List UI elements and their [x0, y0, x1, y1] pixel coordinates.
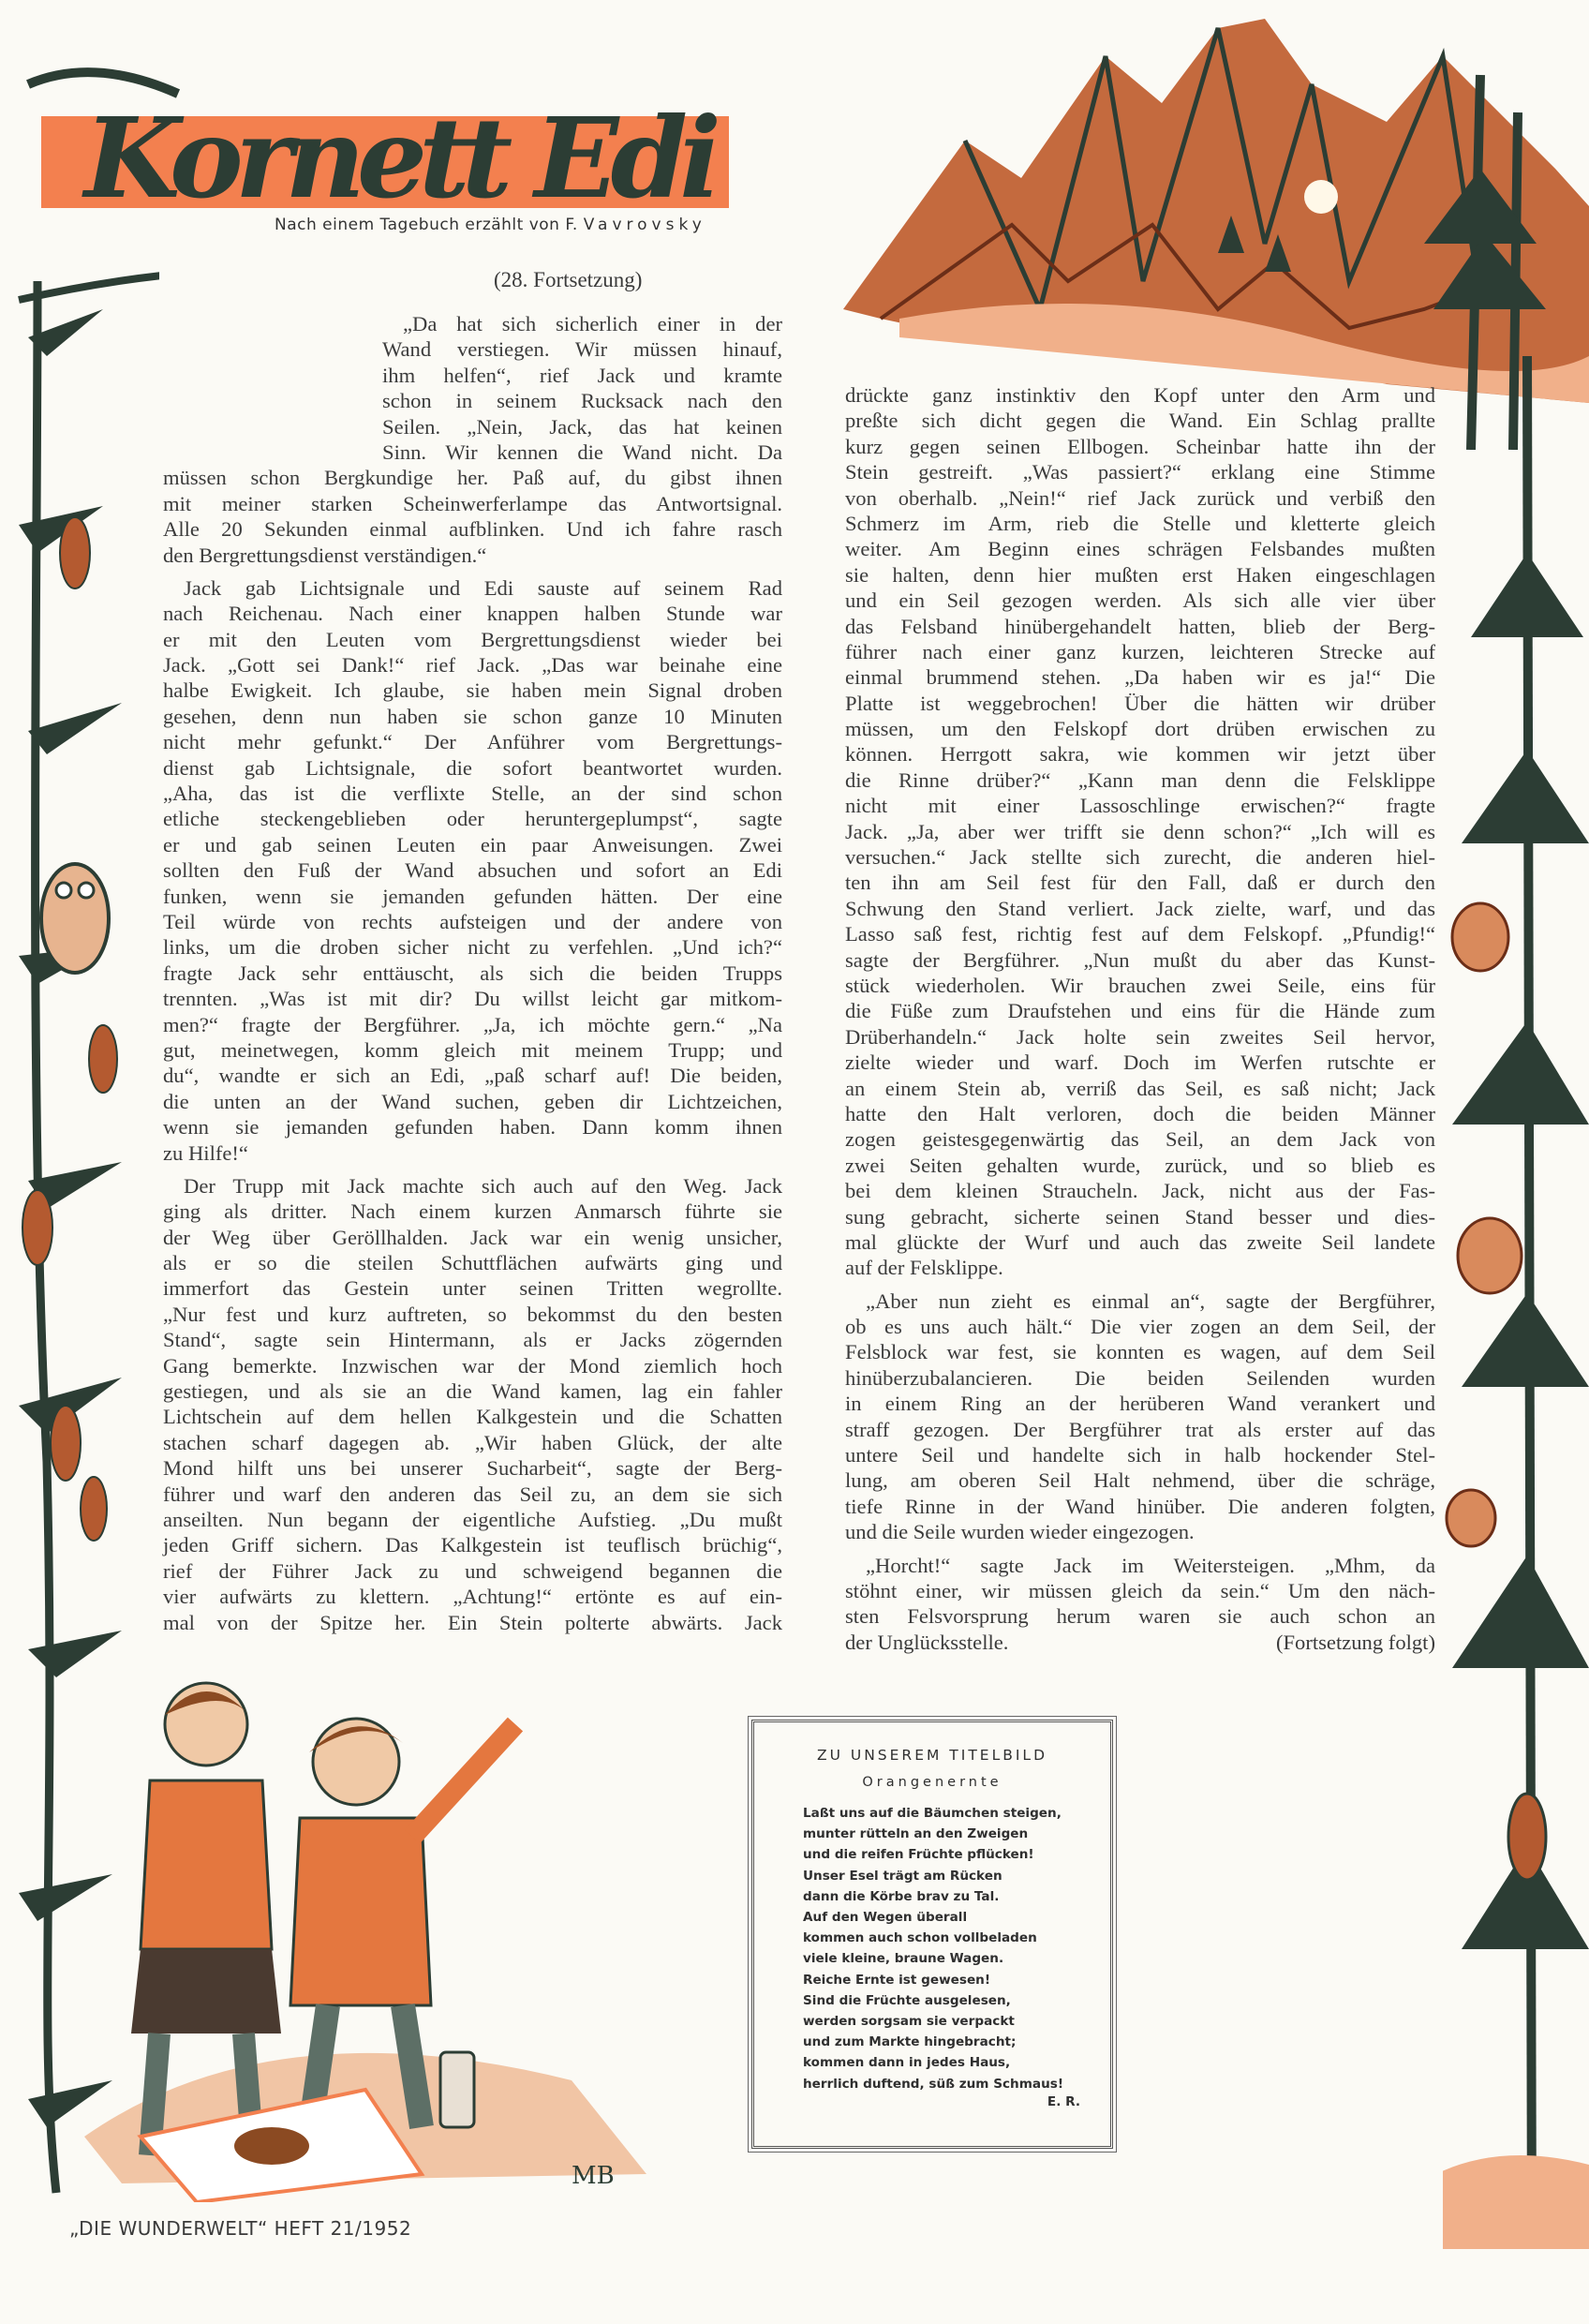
- text-line: „Nur fest und kurz auftreten, so bekommst du den besten: [163, 1302, 782, 1326]
- text-line: zu Hilfe!“: [163, 1140, 248, 1165]
- poem-line: dann die Körbe brav zu Tal.: [803, 1888, 1000, 1904]
- poem-line: kommen auch schon vollbeladen: [803, 1930, 1037, 1946]
- poem-line: und zum Markte hingebracht;: [803, 2034, 1017, 2050]
- paragraph: [163, 575, 782, 1166]
- poem-line: munter rütteln an den Zweigen: [803, 1826, 1029, 1842]
- text-line: nicht mehr gefunkt.“ Der Anführer vom Bergrettungs-: [163, 730, 782, 754]
- text-line: nicht mit einer Lassoschlinge erwischen?“ fragte: [845, 794, 1435, 818]
- text-line: der Weg über Geröllhalden. Jack war ein wenig unsicher,: [163, 1225, 782, 1249]
- text-line: Alle 20 Sekunden einmal aufblinken. Und ich fahre rasch: [163, 517, 782, 542]
- text-line: an einem Stein ab, verriß das Seil, es saß nicht; Jack: [845, 1076, 1435, 1100]
- children-illustration: [84, 1649, 721, 2202]
- text-line: gut, meinetwegen, komm gleich mit meinem Trupp; und: [163, 1037, 782, 1062]
- text-line: mal glückte der Wurf und auch das zweite Seil landete: [845, 1229, 1435, 1254]
- text-line: sten Felsvorsprung herum waren sie auch schon an: [845, 1604, 1435, 1629]
- text-line: mit meiner starken Scheinwerferlampe das Antwortsignal.: [163, 491, 782, 515]
- poem-line: viele kleine, braune Wagen.: [803, 1951, 1004, 1967]
- text-line: er mit den Leuten vom Bergrettungsdienst wieder bei: [163, 627, 782, 651]
- text-line: Der Trupp mit Jack machte sich auch auf den Weg. Jack: [184, 1173, 782, 1198]
- paragraph: [845, 1553, 1435, 1656]
- text-line: schon in seinem Rucksack nach den: [382, 389, 782, 413]
- poem-line: Reiche Ernte ist gewesen!: [803, 1972, 991, 1988]
- text-line: men?“ fragte der Bergführer. „Ja, ich möchte gern.“ „Na: [163, 1012, 782, 1036]
- text-line: immerfort das Gestein unter seinen Tritten wegrollte.: [163, 1276, 782, 1301]
- text-line: kurz gegen seinen Ellbogen. Scheinbar hatte ihn der: [845, 434, 1435, 458]
- text-line: zogen geistesgegenwärtig das Seil, an dem Jack von: [845, 1127, 1435, 1152]
- text-line: drückte ganz instinktiv den Kopf unter den Arm und: [845, 383, 1435, 407]
- text-line: „Aber nun zieht es einmal an“, sagte der Bergführer,: [866, 1289, 1435, 1313]
- poem-title: Orangenernte: [862, 1775, 1002, 1790]
- text-line: gesehen, denn nun haben sie schon ganze 10 Minuten: [163, 704, 782, 728]
- text-line: links, um die droben sicher nicht zu verfehlen. „Und ich?“: [163, 935, 782, 960]
- text-line: fragte Jack sehr enttäuscht, als sich die beiden Trupps: [163, 961, 782, 985]
- text-line: nach Reichenau. Nach einer knappen halben Stunde war: [163, 602, 782, 626]
- text-line: und ein Seil gezogen werden. Als sich alle vier über: [845, 588, 1435, 613]
- text-line: Jack. „Gott sei Dank!“ rief Jack. „Das war beinahe eine: [163, 653, 782, 678]
- text-line: etliche steckengeblieben oder heruntergeplumpst“, sagte: [163, 807, 782, 831]
- text-line: gestiegen, und als sie an die Wand kamen, lag ein fahler: [163, 1379, 782, 1404]
- poem-line: werden sorgsam sie verpackt: [803, 2014, 1015, 2030]
- poem-lines: [803, 1803, 1110, 2094]
- text-line: zwei Seiten gehalten wurde, zurück, und so blieb es: [845, 1153, 1435, 1177]
- page-title: Kornett Edi: [84, 93, 721, 223]
- text-line: tiefe Rinne in der Wand hinüber. Die anderen folgten,: [845, 1494, 1435, 1518]
- text-line: untere Seil und handelte sich in halb hockender Stel-: [845, 1443, 1435, 1467]
- text-line: preßte sich dicht gegen die Wand. Ein Schlag prallte: [845, 409, 1435, 433]
- text-line: Lichtschein auf dem hellen Kalkgestein und die Schatten: [163, 1405, 782, 1429]
- poem-line: Unser Esel trägt am Rücken: [803, 1868, 1002, 1884]
- paragraph: [845, 382, 1435, 1281]
- text-line: ten ihn am Seil fest für den Fall, daß er durch den: [845, 871, 1435, 895]
- text-line: stachen scharf dagegen ab. „Wir haben Glück, der alte: [163, 1430, 782, 1454]
- text-line: Felsblock war fest, sie konnten es wagen, auf dem Seil: [845, 1340, 1435, 1364]
- text-line: hatte den Halt verloren, doch die beiden Männer: [845, 1101, 1435, 1125]
- footer-publication: „DIE WUNDERWELT“ HEFT 21/1952: [69, 2217, 412, 2240]
- text-line: jeden Griff sichern. Das Kalkgestein ist teuflisch brüchig“,: [163, 1533, 782, 1557]
- text-line: hinüberzubalancieren. Die beiden Seilenden wurden: [845, 1365, 1435, 1390]
- text-line: „Aha, das ist die verflixte Stelle, an der sind schon: [163, 782, 782, 806]
- text-column-left: [163, 311, 782, 1635]
- paragraph: [163, 311, 782, 568]
- text-line: in einem Ring an der herüberen Wand verankert und: [845, 1392, 1435, 1416]
- text-line-content: der Unglücksstelle.: [845, 1630, 1009, 1654]
- text-line: und die Seile wurden wieder eingezogen.: [845, 1520, 1195, 1544]
- paragraph: [163, 1173, 782, 1635]
- text-line: Sinn. Wir kennen die Wand nicht. Da: [382, 439, 782, 464]
- text-line: mal von der Spitze her. Ein Stein polterte abwärts. Jack: [163, 1610, 782, 1634]
- crescent-moon: [37, 347, 131, 459]
- right-tree-border: [1443, 356, 1589, 2249]
- text-line: Teil würde von rechts aufsteigen und der andere von: [163, 909, 782, 933]
- owl-icon: [41, 864, 109, 973]
- text-line: Drüberhandeln.“ Jack holte sein zweites Seil hervor,: [845, 1024, 1435, 1049]
- text-line: Mond hilft uns bei unserer Sucharbeit“, sagte der Berg-: [163, 1456, 782, 1481]
- text-line: versuchen.“ Jack stellte sich zurecht, die anderen hiel-: [845, 845, 1435, 870]
- text-line: bei dem kleinen Straucheln. Jack, nicht aus der Fas-: [845, 1179, 1435, 1203]
- text-line: Lasso saß fest, richtig fest auf dem Felskopf. „Pfundig!“: [845, 922, 1435, 946]
- text-line: den Bergrettungsdienst verständigen.“: [163, 543, 487, 567]
- text-line: das Felsband hinübergehandelt hatten, blieb der Berg-: [845, 614, 1435, 638]
- text-line: zielte wieder und warf. Doch im Werfen rutschte er: [845, 1050, 1435, 1075]
- poem-line: herrlich duftend, süß zum Schmaus!: [803, 2076, 1064, 2092]
- poem-author: E. R.: [1047, 2093, 1080, 2109]
- text-line: sie halten, denn hier mußten erst Haken eingeschlagen: [845, 562, 1435, 587]
- text-line: lung, am oberen Seil Halt nehmend, über die schräge,: [845, 1468, 1435, 1493]
- text-line: rief der Führer Jack zu und schweigend begannen die: [163, 1558, 782, 1583]
- text-line: anseilten. Nun begann der eigentliche Aufstieg. „Du mußt: [163, 1507, 782, 1531]
- text-line: die unten an der Wand suchen, geben dir Lichtzeichen,: [163, 1089, 782, 1113]
- text-line: „Horcht!“ sagte Jack im Weitersteigen. „Mhm, da: [866, 1553, 1435, 1577]
- continuation-note: (Fortsetzung folgt): [1275, 1630, 1435, 1654]
- text-line: Platte ist weggebrochen! Über die hätten wir drüber: [845, 691, 1435, 715]
- text-line: stöhnt einer, wir müssen gleich da sein.“ Um den näch-: [845, 1578, 1435, 1602]
- text-line: Jack. „Ja, aber wer trifft sie denn schon?“ „Ich will es: [845, 819, 1435, 843]
- poem-heading: ZU UNSEREM TITELBILD: [816, 1747, 1048, 1764]
- text-line: [845, 1630, 1435, 1655]
- text-line: ob es uns auch hält.“ Die vier zogen an dem Seil, der: [845, 1315, 1435, 1339]
- text-line: sollten den Fuß der Wand absuchen und sofort an Edi: [163, 858, 782, 883]
- text-line: ging als dritter. Nach einem kurzen Anmarsch führte sie: [163, 1199, 782, 1224]
- text-line: können. Herrgott sakra, wie kommen wir jetzt über: [845, 742, 1435, 767]
- text-line: Seilen. „Nein, Jack, das hat keinen: [382, 414, 782, 439]
- text-line: von oberhalb. „Nein!“ rief Jack zurück und verbiß den: [845, 485, 1435, 510]
- text-line: funken, wenn sie jemanden gefunden hätten. Der eine: [163, 884, 782, 908]
- text-line: er und gab seinen Leuten ein paar Anweisungen. Zwei: [163, 832, 782, 857]
- poem-box: [751, 1720, 1113, 2149]
- text-line: Gang bemerkte. Inzwischen war der Mond ziemlich hoch: [163, 1353, 782, 1378]
- text-line: Stein gestreift. „Was passiert?“ erklang eine Stimme: [845, 460, 1435, 484]
- poem-line: Auf den Wegen überall: [803, 1910, 968, 1926]
- text-line: führer und warf den anderen das Seil zu, an dem sie sich: [163, 1482, 782, 1506]
- text-line: vier aufwärts zu klettern. „Achtung!“ ertönte es auf ein-: [163, 1585, 782, 1609]
- text-line: Schwung den Stand verliert. Jack zielte, warf, und das: [845, 896, 1435, 920]
- text-line: Stand“, sagte sein Hintermann, als er Jacks zögernden: [163, 1328, 782, 1352]
- text-line: wenn sie jemanden gefunden haben. Dann komm ihnen: [163, 1115, 782, 1140]
- poem-line: und die reifen Früchte pflücken!: [803, 1847, 1034, 1863]
- text-line: sung gebracht, sicherte seinen Stand besser und dies-: [845, 1204, 1435, 1229]
- text-line: straff gezogen. Der Bergführer trat als erster auf das: [845, 1417, 1435, 1441]
- subtitle: [275, 216, 706, 234]
- text-line: sagte der Bergführer. „Nun mußt du aber das Kunst-: [845, 947, 1435, 972]
- text-line: „Da hat sich sicherlich einer in der: [403, 312, 782, 335]
- text-line: dienst gab Lichtsignale, die sofort beantwortet wurden.: [163, 755, 782, 780]
- text-line: Schmerz im Arm, rieb die Stelle und kletterte gleich: [845, 511, 1435, 535]
- episode-label: (28. Fortsetzung): [494, 268, 643, 291]
- artist-signature: MB: [572, 2162, 615, 2190]
- paragraph: [845, 1289, 1435, 1545]
- text-line: Wand verstiegen. Wir müssen hinauf,: [382, 337, 782, 362]
- poem-line: Laßt uns auf die Bäumchen steigen,: [803, 1806, 1062, 1821]
- text-line: weiter. Am Beginn eines schrägen Felsbandes mußten: [845, 537, 1435, 561]
- poem-line: Sind die Früchte ausgelesen,: [803, 1992, 1011, 2008]
- text-line: müssen schon Bergkundige her. Paß auf, du gibst ihnen: [163, 466, 782, 490]
- text-line: trennten. „Was ist mit dir? Du willst leicht gar mitkom-: [163, 987, 782, 1011]
- text-line: halbe Ewigkeit. Ich glaube, sie haben mein Signal droben: [163, 678, 782, 703]
- text-line: einmal brummend stehen. „Da haben wir es ja!“ Die: [845, 665, 1435, 690]
- text-line: als er so die steilen Schuttflächen aufwärts ging und: [163, 1251, 782, 1275]
- poem-line: kommen dann in jedes Haus,: [803, 2055, 1011, 2071]
- text-line: Jack gab Lichtsignale und Edi sauste auf seinem Rad: [184, 575, 782, 600]
- text-column-right: [845, 382, 1435, 1655]
- text-line: die Füße zum Draufstehen und eins für die Hände zum: [845, 999, 1435, 1023]
- text-line: führer nach einer ganz kurzen, leichteren Strecke auf: [845, 639, 1435, 663]
- subtitle-prefix: Nach einem Tagebuch erzählt von F.: [275, 216, 578, 234]
- text-line: stück wiederholen. Wir brauchen zwei Seile, eins für: [845, 973, 1435, 997]
- text-line: auf der Felsklippe.: [845, 1256, 1003, 1280]
- text-line: ihm helfen“, rief Jack und kramte: [382, 363, 782, 387]
- text-line: müssen, um den Felskopf dort drüben erwischen zu: [845, 717, 1435, 741]
- subtitle-author: Vavrovsky: [583, 216, 706, 234]
- text-line: die Rinne drüber?“ „Kann man denn die Felsklippe: [845, 767, 1435, 792]
- text-line: du“, wandte er sich an Edi, „paß scharf auf! Die beiden,: [163, 1064, 782, 1088]
- moon-glow: [1304, 180, 1338, 214]
